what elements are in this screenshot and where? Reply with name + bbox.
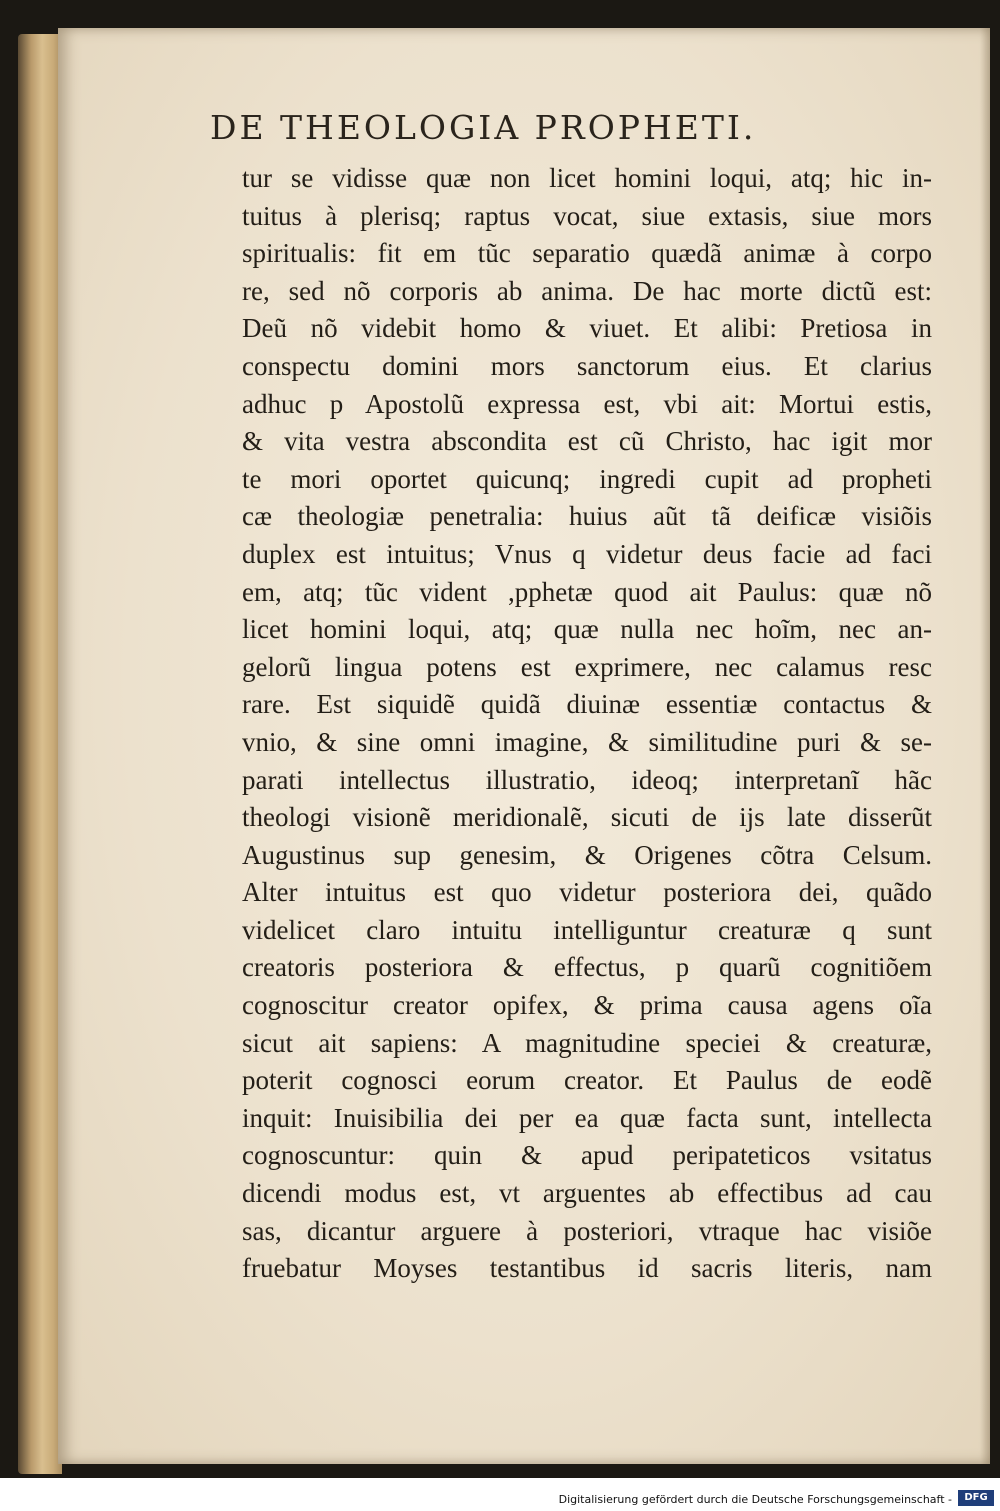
text-line: Augustinus sup genesim, & Origenes cõtra Celsum. <box>242 839 932 870</box>
text-line: rare. Est siquidẽ quidã diuinæ essentiæ contactus & <box>242 689 932 720</box>
text-line: cognoscitur creator opifex, & prima causa agens oĩa <box>242 990 932 1021</box>
text-line: parati intellectus illustratio, ideoq; interpretanĩ hãc <box>242 764 932 795</box>
text-line: em, atq; tũc vident ,pphetæ quod ait Paulus: quæ nõ <box>242 576 932 607</box>
text-line: cognoscuntur: quin & apud peripateticos vsitatus <box>242 1140 932 1171</box>
text-line: fruebatur Moyses testantibus id sacris literis, nam <box>242 1253 932 1284</box>
text-line: duplex est intuitus; Vnus q videtur deus facie ad faci <box>242 538 932 569</box>
text-line: conspectu domini mors sanctorum eius. Et clarius <box>242 350 932 381</box>
text-line: sas, dicantur arguere à posteriori, vtraque hac visiõe <box>242 1215 932 1246</box>
text-line: videlicet claro intuitu intelliguntur creaturæ q sunt <box>242 914 932 945</box>
body-text-block <box>242 160 932 1288</box>
text-line: theologi visionẽ meridionalẽ, sicuti de ijs late disserũt <box>242 802 932 833</box>
text-line: tuitus à plerisq; raptus vocat, siue extasis, siue mors <box>242 200 932 231</box>
book-spine-edge <box>18 34 62 1474</box>
text-line: licet homini loqui, atq; quæ nulla nec hoĩm, nec an- <box>242 614 932 645</box>
text-line: creatoris posteriora & effectus, p quarũ cognitiõem <box>242 952 932 983</box>
text-line: adhuc p Apostolũ expressa est, vbi ait: Mortui estis, <box>242 388 932 419</box>
text-line: re, sed nõ corporis ab anima. De hac morte dictũ est: <box>242 275 932 306</box>
text-line: cæ theologiæ penetralia: huius aũt tã deificæ visiõis <box>242 501 932 532</box>
page-edge-shadow <box>980 28 990 1464</box>
funding-notice: Digitalisierung gefördert durch die Deutsche Forschungsgemeinschaft - <box>558 1493 952 1506</box>
text-line: tur se vidisse quæ non licet homini loqui, atq; hic in- <box>242 163 932 193</box>
text-line: poterit cognosci eorum creator. Et Paulus de eodẽ <box>242 1065 932 1096</box>
text-line: & vita vestra abscondita est cũ Christo, hac igit mor <box>242 426 932 457</box>
text-line: spiritualis: fit em tũc separatio quædã animæ à corpo <box>242 238 932 269</box>
text-line: te mori oportet quicunq; ingredi cupit ad propheti <box>242 463 932 494</box>
text-line: dicendi modus est, vt arguentes ab effectibus ad cau <box>242 1178 932 1209</box>
running-head: DE THEOLOGIA PROPHETI. <box>210 108 757 147</box>
text-line: inquit: Inuisibilia dei per ea quæ facta sunt, intellecta <box>242 1102 932 1133</box>
text-line: vnio, & sine omni imagine, & similitudine puri & se- <box>242 726 932 757</box>
dfg-logo: DFG <box>958 1490 994 1506</box>
text-line: sicut ait sapiens: A magnitudine speciei & creaturæ, <box>242 1027 932 1058</box>
text-line: Deũ nõ videbit homo & viuet. Et alibi: Pretiosa in <box>242 313 932 344</box>
text-line: gelorũ lingua potens est exprimere, nec calamus resc <box>242 651 932 682</box>
text-line: Alter intuitus est quo videtur posteriora dei, quãdo <box>242 877 932 908</box>
